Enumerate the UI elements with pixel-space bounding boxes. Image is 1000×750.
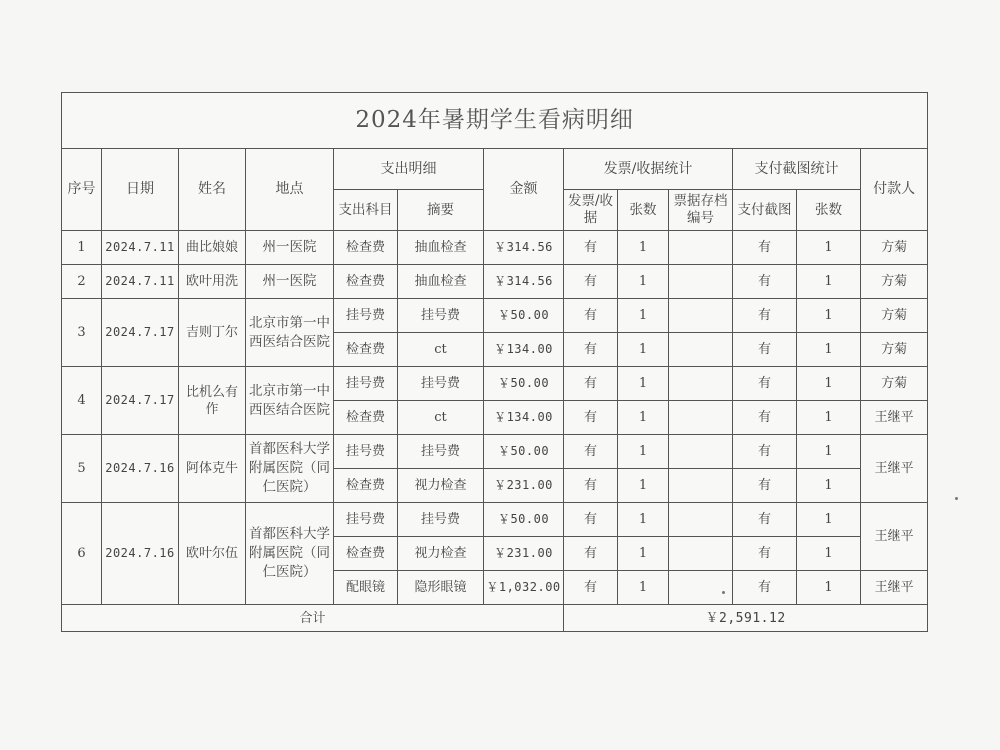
row-invoice: 有 [564, 265, 618, 299]
row-payment-count: 1 [797, 571, 861, 605]
row-archive-no [669, 571, 733, 605]
row-payer: 王继平 [861, 503, 928, 571]
row-category: 检查费 [334, 469, 398, 503]
header-invoice-count: 张数 [618, 190, 669, 231]
row-archive-no [669, 469, 733, 503]
row-category: 检查费 [334, 265, 398, 299]
row-payment-screenshot: 有 [733, 469, 797, 503]
header-payer: 付款人 [861, 149, 928, 231]
row-amount: ￥50.00 [484, 367, 564, 401]
row-name: 欧叶尔伍 [179, 503, 246, 605]
row-category: 挂号费 [334, 299, 398, 333]
row-seq: 6 [62, 503, 102, 605]
total-label: 合计 [62, 605, 564, 632]
row-name: 曲比娘娘 [179, 231, 246, 265]
row-seq: 2 [62, 265, 102, 299]
row-name: 吉则丁尔 [179, 299, 246, 367]
row-invoice: 有 [564, 299, 618, 333]
row-amount: ￥314.56 [484, 265, 564, 299]
row-amount: ￥231.00 [484, 469, 564, 503]
row-summary: ct [398, 401, 484, 435]
table-title: 2024年暑期学生看病明细 [62, 93, 928, 149]
row-payment-count: 1 [797, 231, 861, 265]
row-amount: ￥231.00 [484, 537, 564, 571]
row-summary: 挂号费 [398, 503, 484, 537]
table-row [62, 367, 928, 401]
row-amount: ￥50.00 [484, 299, 564, 333]
header-expense-detail: 支出明细 [334, 149, 484, 190]
row-date: 2024.7.11 [102, 265, 179, 299]
row-seq: 4 [62, 367, 102, 435]
row-payment-count: 1 [797, 299, 861, 333]
header-date: 日期 [102, 149, 179, 231]
scan-speck [722, 591, 725, 594]
row-location: 首都医科大学附属医院（同仁医院） [246, 503, 334, 605]
row-summary: 抽血检查 [398, 231, 484, 265]
row-amount: ￥134.00 [484, 333, 564, 367]
row-invoice: 有 [564, 401, 618, 435]
row-payment-screenshot: 有 [733, 265, 797, 299]
row-amount: ￥314.56 [484, 231, 564, 265]
table-row [62, 435, 928, 469]
header-amount: 金额 [484, 149, 564, 231]
row-payment-count: 1 [797, 537, 861, 571]
row-invoice-count: 1 [618, 231, 669, 265]
row-payment-count: 1 [797, 367, 861, 401]
row-name: 阿体克牛 [179, 435, 246, 503]
row-date: 2024.7.17 [102, 299, 179, 367]
row-payer: 王继平 [861, 571, 928, 605]
row-name: 比机么有作 [179, 367, 246, 435]
row-invoice-count: 1 [618, 537, 669, 571]
row-payer: 王继平 [861, 401, 928, 435]
row-payer: 方菊 [861, 231, 928, 265]
row-payment-count: 1 [797, 265, 861, 299]
row-invoice-count: 1 [618, 401, 669, 435]
table-row [62, 231, 928, 265]
row-payment-screenshot: 有 [733, 571, 797, 605]
row-category: 挂号费 [334, 367, 398, 401]
row-payment-count: 1 [797, 469, 861, 503]
row-summary: 视力检查 [398, 469, 484, 503]
row-invoice: 有 [564, 435, 618, 469]
row-invoice-count: 1 [618, 299, 669, 333]
row-archive-no [669, 503, 733, 537]
row-archive-no [669, 231, 733, 265]
row-category: 配眼镜 [334, 571, 398, 605]
row-payment-screenshot: 有 [733, 367, 797, 401]
scan-speck [955, 497, 958, 500]
row-name: 欧叶用洗 [179, 265, 246, 299]
table-row [62, 265, 928, 299]
row-summary: 抽血检查 [398, 265, 484, 299]
row-amount: ￥134.00 [484, 401, 564, 435]
row-payer: 方菊 [861, 333, 928, 367]
row-invoice-count: 1 [618, 435, 669, 469]
row-summary: 视力检查 [398, 537, 484, 571]
row-category: 检查费 [334, 333, 398, 367]
header-name: 姓名 [179, 149, 246, 231]
row-category: 检查费 [334, 537, 398, 571]
row-payment-screenshot: 有 [733, 435, 797, 469]
row-category: 挂号费 [334, 503, 398, 537]
row-location: 州一医院 [246, 265, 334, 299]
row-location: 州一医院 [246, 231, 334, 265]
header-expense-category: 支出科目 [334, 190, 398, 231]
row-location: 北京市第一中西医结合医院 [246, 299, 334, 367]
row-archive-no [669, 435, 733, 469]
total-value: ￥2,591.12 [564, 605, 928, 632]
row-payer: 方菊 [861, 367, 928, 401]
row-archive-no [669, 333, 733, 367]
row-payment-screenshot: 有 [733, 503, 797, 537]
header-seq: 序号 [62, 149, 102, 231]
table-row [62, 503, 928, 537]
row-category: 挂号费 [334, 435, 398, 469]
header-summary: 摘要 [398, 190, 484, 231]
row-date: 2024.7.16 [102, 503, 179, 605]
row-invoice: 有 [564, 231, 618, 265]
row-summary: 隐形眼镜 [398, 571, 484, 605]
row-date: 2024.7.16 [102, 435, 179, 503]
row-payment-count: 1 [797, 503, 861, 537]
row-location: 首都医科大学附属医院（同仁医院） [246, 435, 334, 503]
row-payment-screenshot: 有 [733, 537, 797, 571]
row-invoice-count: 1 [618, 367, 669, 401]
row-invoice-count: 1 [618, 265, 669, 299]
row-invoice: 有 [564, 571, 618, 605]
row-invoice: 有 [564, 469, 618, 503]
row-archive-no [669, 299, 733, 333]
row-amount: ￥50.00 [484, 435, 564, 469]
row-invoice-count: 1 [618, 469, 669, 503]
row-summary: 挂号费 [398, 367, 484, 401]
row-summary: 挂号费 [398, 299, 484, 333]
header-payment-screenshot: 支付截图 [733, 190, 797, 231]
row-seq: 5 [62, 435, 102, 503]
row-archive-no [669, 537, 733, 571]
row-payment-count: 1 [797, 435, 861, 469]
row-amount: ￥50.00 [484, 503, 564, 537]
row-seq: 3 [62, 299, 102, 367]
row-archive-no [669, 265, 733, 299]
row-invoice: 有 [564, 367, 618, 401]
header-invoice-receipt: 发票/收据 [564, 190, 618, 231]
row-location: 北京市第一中西医结合医院 [246, 367, 334, 435]
row-payment-screenshot: 有 [733, 231, 797, 265]
row-archive-no [669, 401, 733, 435]
expense-table [61, 92, 928, 632]
row-invoice-count: 1 [618, 503, 669, 537]
header-invoice-stats: 发票/收据统计 [564, 149, 733, 190]
row-archive-no [669, 367, 733, 401]
row-invoice-count: 1 [618, 333, 669, 367]
row-summary: ct [398, 333, 484, 367]
row-seq: 1 [62, 231, 102, 265]
row-payment-screenshot: 有 [733, 299, 797, 333]
table-row [62, 299, 928, 333]
row-payment-screenshot: 有 [733, 401, 797, 435]
row-date: 2024.7.17 [102, 367, 179, 435]
row-invoice-count: 1 [618, 571, 669, 605]
row-payer: 方菊 [861, 265, 928, 299]
row-payer: 方菊 [861, 299, 928, 333]
row-payment-count: 1 [797, 401, 861, 435]
row-category: 检查费 [334, 401, 398, 435]
header-payment-count: 张数 [797, 190, 861, 231]
row-invoice: 有 [564, 537, 618, 571]
row-payment-count: 1 [797, 333, 861, 367]
row-invoice: 有 [564, 333, 618, 367]
row-category: 检查费 [334, 231, 398, 265]
header-location: 地点 [246, 149, 334, 231]
row-invoice: 有 [564, 503, 618, 537]
row-summary: 挂号费 [398, 435, 484, 469]
row-payer: 王继平 [861, 435, 928, 503]
row-amount: ￥1,032.00 [484, 571, 564, 605]
row-date: 2024.7.11 [102, 231, 179, 265]
header-archive-no: 票据存档编号 [669, 190, 733, 231]
header-payment-stats: 支付截图统计 [733, 149, 861, 190]
row-payment-screenshot: 有 [733, 333, 797, 367]
